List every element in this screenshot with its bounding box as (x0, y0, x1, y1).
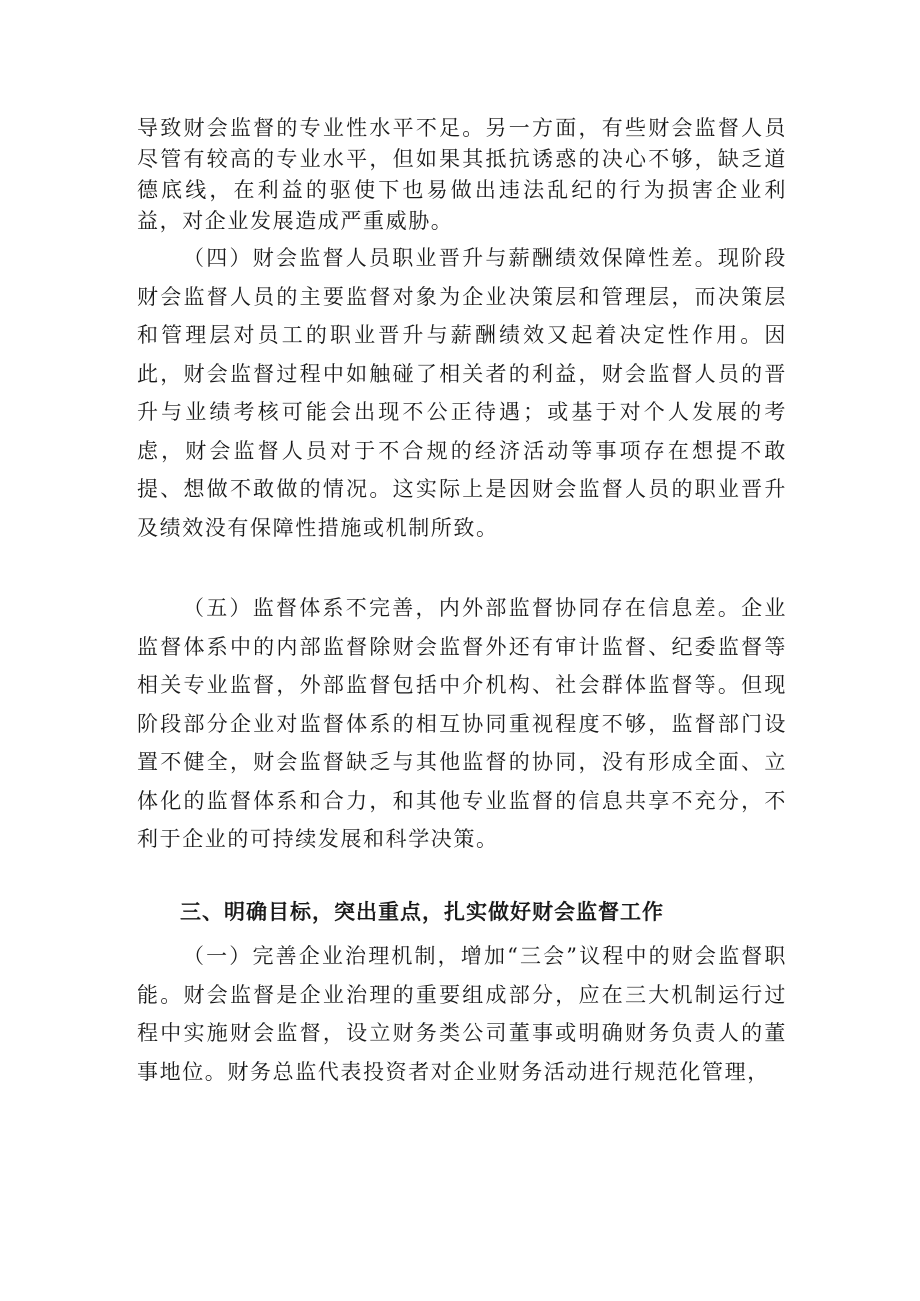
paragraph-continuation: 导致财会监督的专业性水平不足。另一方面，有些财会监督人员尽管有较高的专业水平，但如果其抵抗诱惑的决心不够，缺乏道德底线，在利益的驱使下也易做出违法乱纪的行为损害企业利益，对企业发展造成严重威胁。 (137, 116, 787, 233)
paragraph-section-four: （四）财会监督人员职业晋升与薪酬绩效保障性差。现阶段财会监督人员的主要监督对象为企业决策层和管理层，而决策层和管理层对员工的职业晋升与薪酬绩效又起着决定性作用。因此，财会监督过程中如触碰了相关者的利益，财会监督人员的晋升与业绩考核可能会出现不公正待遇；或基于对个人发展的考虑，财会监督人员对于不合规的经济活动等事项存在想提不敢提、想做不敢做的情况。这实际上是因财会监督人员的职业晋升及绩效没有保障性措施或机制所致。 (137, 246, 787, 540)
section-heading: 三、明确目标，突出重点，扎实做好财会监督工作 (180, 900, 664, 924)
paragraph-section-five: （五）监督体系不完善，内外部监督协同存在信息差。企业监督体系中的内部监督除财会监督外还有审计监督、纪委监督等相关专业监督，外部监督包括中介机构、社会群体监督等。但现阶段部分企业对监督体系的相互协同重视程度不够，监督部门设置不健全，财会监督缺乏与其他监督的协同，没有形成全面、立体化的监督体系和合力，和其他专业监督的信息共享不充分，不利于企业的可持续发展和科学决策。 (137, 596, 787, 851)
paragraph-subsection-one: （一）完善企业治理机制，增加“三会”议程中的财会监督职能。财会监督是企业治理的重要组成部分，应在三大机制运行过程中实施财会监督，设立财务类公司董事或明确财务负责人的董事地位。财务总监代表投资者对企业财务活动进行规范化管理， (137, 944, 787, 1084)
